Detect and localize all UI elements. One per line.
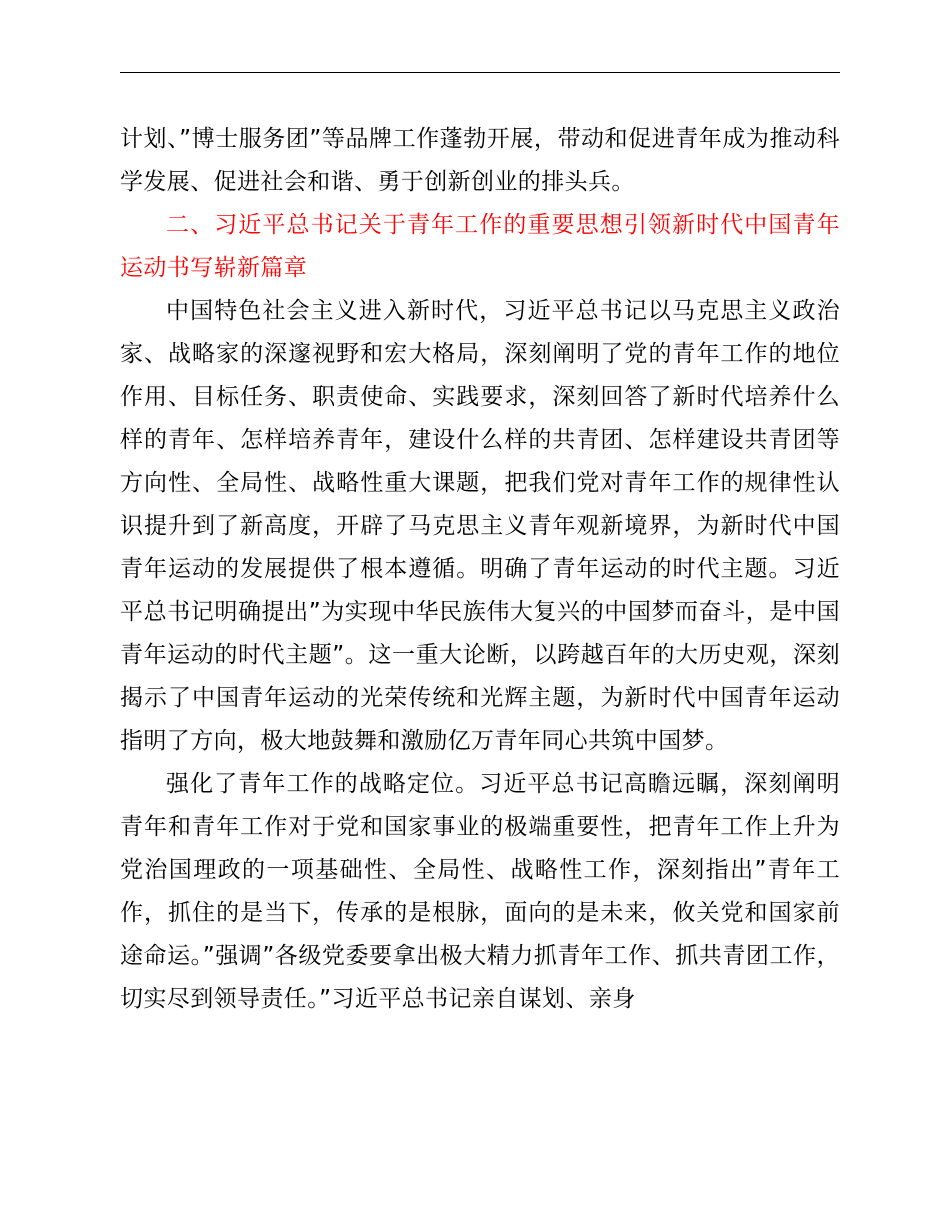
document-body [120,118,840,1021]
paragraph-body: 中国特色社会主义进入新时代，习近平总书记以马克思主义政治家、战略家的深邃视野和宏大格局，深刻阐明了党的青年工作的地位作用、目标任务、职责使命、实践要求，深刻回答了新时代培养什么样的青年、怎样培养青年，建设什么样的共青团、怎样建设共青团等方向性、全局性、战略性重大课题，把我们党对青年工作的规律性认识提升到了新高度，开辟了马克思主义青年观新境界，为新时代中国青年运动的发展提供了根本遵循。明确了青年运动的时代主题。习近平总书记明确提出”为实现中华民族伟大复兴的中国梦而奋斗，是中国青年运动的时代主题”。这一重大论断，以跨越百年的大历史观，深刻揭示了中国青年运动的光荣传统和光辉主题，为新时代中国青年运动指明了方向，极大地鼓舞和激励亿万青年同心共筑中国梦。 [120,298,840,754]
paragraph-continuation: 计划、”博士服务团”等品牌工作蓬勃开展，带动和促进青年成为推动科学发展、促进社会和谐、勇于创新创业的排头兵。 [120,126,840,195]
paragraph-body: 强化了青年工作的战略定位。习近平总书记高瞻远瞩，深刻阐明青年和青年工作对于党和国家事业的极端重要性，把青年工作上升为党治国理政的一项基础性、全局性、战略性工作，深刻指出”青年工作，抓住的是当下，传承的是根脉，面向的是未来，攸关党和国家前途命运。”强调”各级党委要拿出极大精力抓青年工作、抓共青团工作，切实尽到领导责任。”习近平总书记亲自谋划、亲身 [120,771,840,1012]
header-rule [120,72,840,73]
section-heading: 二、习近平总书记关于青年工作的重要思想引领新时代中国青年运动书写崭新篇章 [120,212,840,281]
